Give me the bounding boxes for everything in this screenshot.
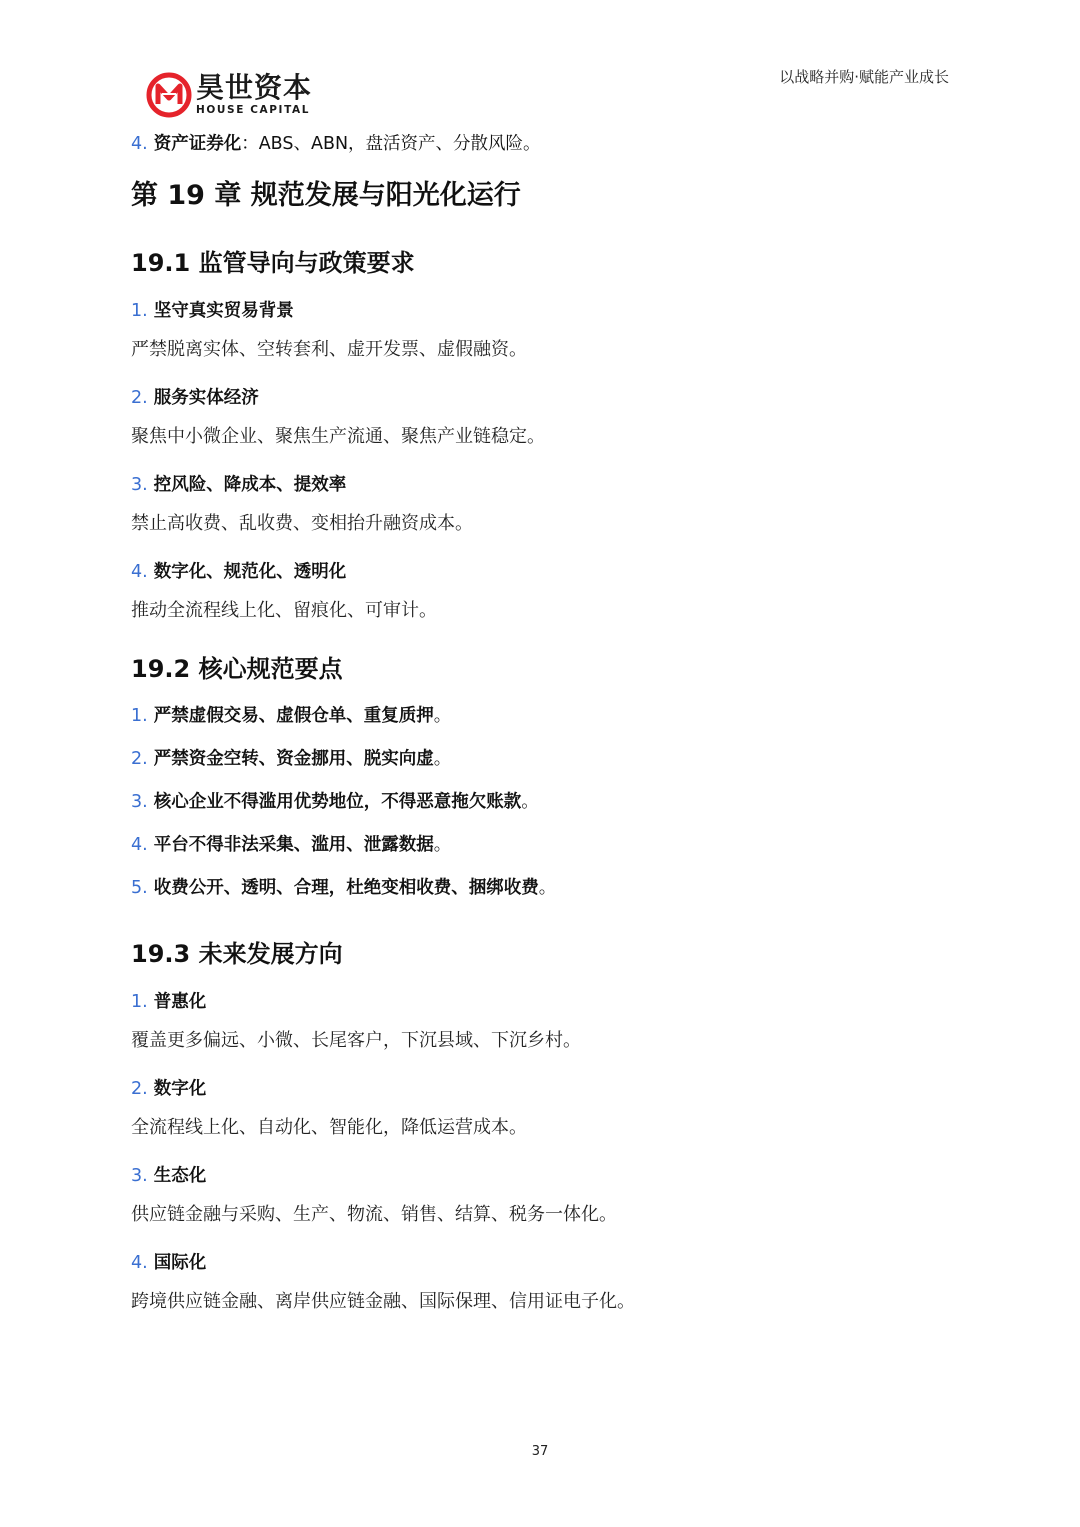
list-item-body: 严禁脱离实体、空转套利、虚开发票、虚假融资。 [131,339,527,360]
list-item [131,781,951,824]
list-item-body: 跨境供应链金融、离岸供应链金融、国际保理、信用证电子化。 [131,1291,635,1312]
list-item-text: 。 [538,878,557,898]
list-number: 4. [131,835,148,855]
list-item-heading-text: 数字化 [153,1079,207,1099]
header-slogan: 以战略并购·赋能产业成长 [779,68,949,86]
list-item [131,824,951,867]
list-item-text: 。 [433,749,452,769]
list-number: 3. [131,792,148,812]
list-number: 2. [131,749,148,769]
list-item-heading [131,293,951,329]
list-item-heading-text: 收费公开、透明、合理，杜绝变相收费、捆绑收费 [153,878,539,898]
section-19-3-list [131,984,951,1315]
list-item-body: 禁止高收费、乱收费、变相抬升融资成本。 [131,513,473,534]
list-item-body: 推动全流程线上化、留痕化、可审计。 [131,600,437,621]
list-item-heading [131,1245,951,1281]
list-item-heading-text: 核心企业不得滥用优势地位，不得恶意拖欠账款 [153,792,522,812]
section-title-19-2: 19.2 核心规范要点 [131,655,343,683]
list-number: 4. [131,562,148,582]
list-item-heading [131,380,951,416]
company-logo [146,70,312,120]
intro-list-item [131,126,951,162]
list-number: 1. [131,992,148,1012]
logo-chinese-name: 昊世资本 [196,71,313,105]
list-item-heading [131,984,951,1020]
list-number: 3. [131,475,148,495]
list-item-heading [131,1158,951,1194]
house-capital-logo-icon [146,72,192,118]
list-item-body: 供应链金融与采购、生产、物流、销售、结算、税务一体化。 [131,1204,617,1225]
list-item-heading-text: 服务实体经济 [153,388,259,408]
list-number: 1. [131,706,148,726]
list-item-body: 全流程线上化、自动化、智能化，降低运营成本。 [131,1117,527,1138]
list-item-heading-text: 国际化 [153,1253,207,1273]
list-number: 2. [131,1079,148,1099]
list-number: 4. [131,134,148,154]
section-title-19-1: 19.1 监管导向与政策要求 [131,249,415,277]
list-item-heading-text: 严禁资金空转、资金挪用、脱实向虚 [153,749,434,769]
logo-english-name: HOUSE CAPITAL [196,104,311,117]
section-title-19-3: 19.3 未来发展方向 [131,940,343,968]
list-item-body: 覆盖更多偏远、小微、长尾客户，下沉县域、下沉乡村。 [131,1030,581,1051]
list-item-heading: 资产证券化 [153,134,242,154]
list-number: 3. [131,1166,148,1186]
list-item-heading-text: 生态化 [153,1166,207,1186]
list-number: 4. [131,1253,148,1273]
page-content [131,125,951,1332]
list-item-heading-text: 普惠化 [153,992,207,1012]
list-item [131,867,951,910]
page-header [0,0,1080,125]
list-item [131,738,951,781]
list-item-heading [131,1071,951,1107]
list-number: 5. [131,878,148,898]
list-item-heading-text: 坚守真实贸易背景 [153,301,294,321]
list-item-text: 。 [521,792,539,812]
list-item [131,695,951,738]
list-number: 2. [131,388,148,408]
list-item-heading-text: 控风险、降成本、提效率 [153,475,347,495]
page-number: 37 [531,1444,549,1459]
chapter-title: 第 19 章 规范发展与阳光化运行 [131,180,521,211]
list-item-body: 聚焦中小微企业、聚焦生产流通、聚焦产业链稳定。 [131,426,545,447]
list-item-text: 。 [433,835,452,855]
list-item-heading [131,554,951,590]
list-item-text: 。 [433,706,452,726]
list-item-heading-text: 平台不得非法采集、滥用、泄露数据 [153,835,434,855]
section-19-1-list [131,293,951,624]
list-number: 1. [131,301,148,321]
list-item-heading-text: 严禁虚假交易、虚假仓单、重复质押 [153,706,434,726]
list-item-heading [131,467,951,503]
section-19-2-list [131,695,951,910]
list-item-text: ：ABS、ABN，盘活资产、分散风险。 [241,134,541,154]
list-item-heading-text: 数字化、规范化、透明化 [153,562,347,582]
